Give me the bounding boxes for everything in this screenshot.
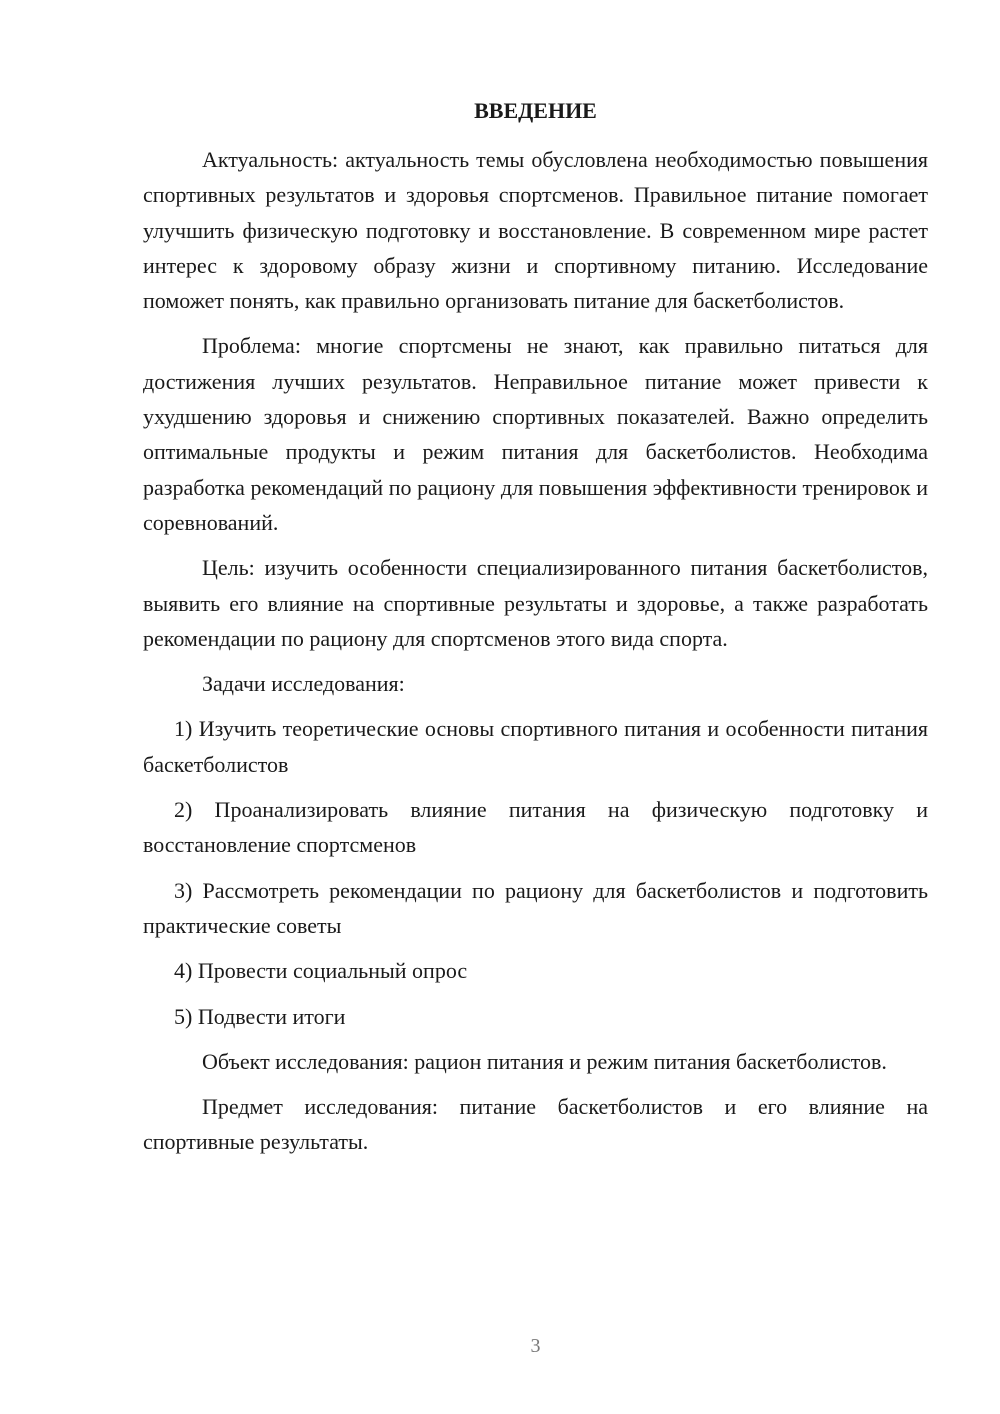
- paragraph-tasks-heading: Задачи исследования:: [202, 671, 405, 697]
- document-page: [143, 0, 928, 1414]
- task-item-4: 4) Провести социальный опрос: [174, 958, 468, 984]
- paragraph-object: Объект исследования: рацион питания и режим питания баскетболистов.: [202, 1048, 887, 1074]
- paragraph-goal: Цель: изучить особенности специализированного питания баскетболистов, выявить его влияние на спортивные результаты и здоровье, а также разработать рекомендации по рациону для спортсменов этого вида спорта.: [143, 555, 928, 651]
- paragraph-subject: Предмет исследования: питание баскетболистов и его влияние на спортивные результаты.: [143, 1094, 928, 1155]
- task-item-1: 1) Изучить теоретические основы спортивного питания и особенности питания баскетболистов: [143, 716, 928, 777]
- task-item-2: 2) Проанализировать влияние питания на физическую подготовку и восстановление спортсменов: [143, 797, 928, 858]
- task-item-5: 5) Подвести итоги: [174, 1003, 346, 1029]
- paragraph-problem: Проблема: многие спортсмены не знают, как правильно питаться для достижения лучших результатов. Неправильное питание может привести к ухудшению здоровья и снижению спортивных показателей. Важно определить оптимальные продукты и режим питания для баскетболистов. Необходима разработка рекомендаций по рациону для повышения эффективности тренировок и соревнований.: [143, 333, 928, 535]
- page-title: ВВЕДЕНИЕ: [474, 98, 597, 123]
- document-body: [143, 142, 928, 1170]
- task-item-3: 3) Рассмотреть рекомендации по рациону для баскетболистов и подготовить практические советы: [143, 877, 928, 938]
- paragraph-relevance: Актуальность: актуальность темы обусловлена необходимостью повышения спортивных результатов и здоровья спортсменов. Правильное питание помогает улучшить физическую подготовку и восстановление. В современном мире растет интерес к здоровому образу жизни и спортивному питанию. Исследование поможет понять, как правильно организовать питание для баскетболистов.: [143, 147, 928, 314]
- page-number: 3: [530, 1335, 541, 1357]
